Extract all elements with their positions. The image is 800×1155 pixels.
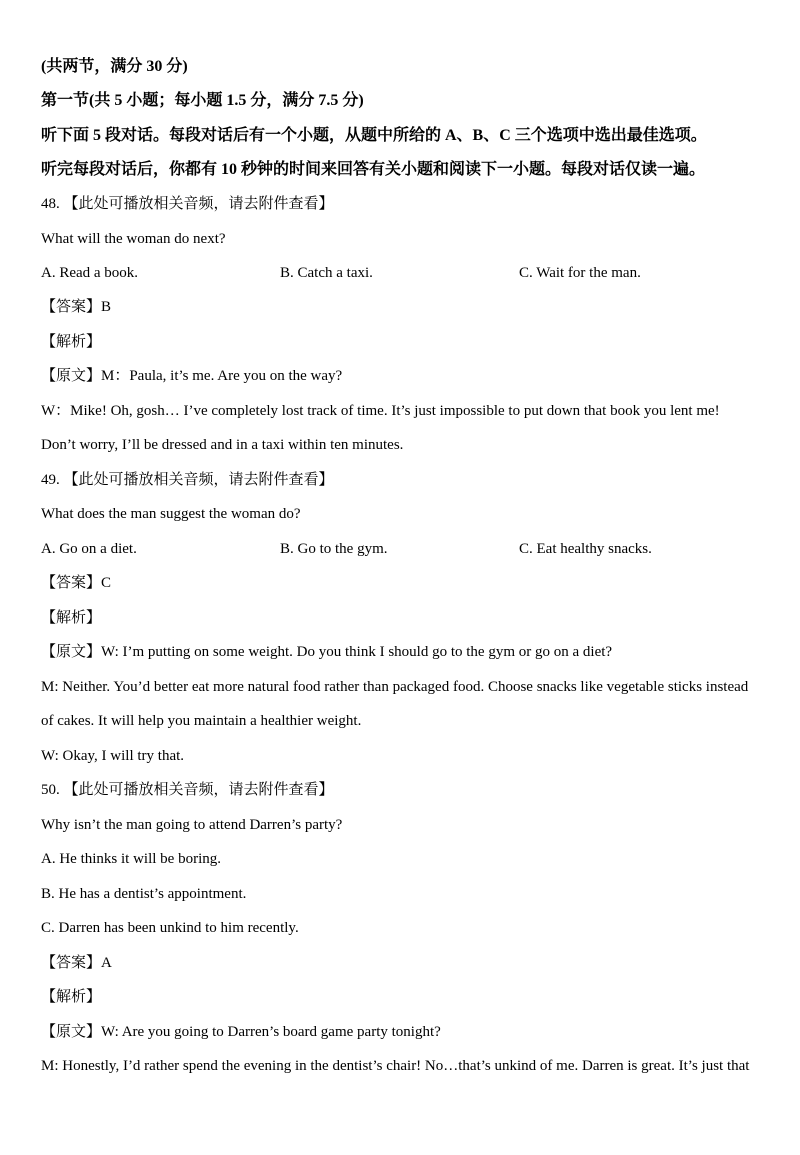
- question-48-answer: 【答案】B: [41, 299, 112, 315]
- part-title: (共两节，满分 30 分): [41, 58, 188, 75]
- question-49-option-c: C. Eat healthy snacks.: [519, 541, 652, 557]
- instructions-line-1: 听下面 5 段对话。每段对话后有一个小题，从题中所给的 A、B、C 三个选项中选出最佳选项。: [41, 127, 707, 144]
- question-49-option-b: B. Go to the gym.: [280, 541, 388, 557]
- question-48-option-b: B. Catch a taxi.: [280, 265, 373, 281]
- question-48-text: What will the woman do next?: [41, 231, 226, 247]
- question-49-answer: 【答案】C: [41, 575, 112, 591]
- question-49-header[interactable]: 49. 【此处可播放相关音频，请去附件查看】: [41, 472, 334, 488]
- question-50-text: Why isn’t the man going to attend Darren’s party?: [41, 817, 343, 833]
- question-50-transcript-2: M: Honestly, I’d rather spend the evening in the dentist’s chair! No…that’s unkind of me. Darren is great. It’s just that: [41, 1058, 750, 1074]
- instructions-line-2: 听完每段对话后，你都有 10 秒钟的时间来回答有关小题和阅读下一小题。每段对话仅读一遍。: [41, 161, 706, 178]
- question-48-transcript-2: W：Mike! Oh, gosh… I’ve completely lost track of time. It’s just impossible to put down that book you lent me!: [41, 403, 720, 419]
- section-title: 第一节(共 5 小题；每小题 1.5 分，满分 7.5 分): [41, 92, 364, 109]
- question-49-option-a: A. Go on a diet.: [41, 541, 137, 557]
- question-48-option-a: A. Read a book.: [41, 265, 139, 281]
- question-50-answer: 【答案】A: [41, 955, 112, 971]
- question-48-header[interactable]: 48. 【此处可播放相关音频，请去附件查看】: [41, 196, 334, 212]
- question-49-transcript-1: 【原文】W: I’m putting on some weight. Do you think I should go to the gym or go on a diet?: [41, 644, 613, 660]
- question-49-analysis: 【解析】: [41, 610, 102, 626]
- question-48-analysis: 【解析】: [41, 334, 102, 350]
- question-50-option-c: C. Darren has been unkind to him recently.: [41, 920, 299, 936]
- question-50-option-b: B. He has a dentist’s appointment.: [41, 886, 247, 902]
- question-48-option-c: C. Wait for the man.: [519, 265, 641, 281]
- question-49-transcript-3: of cakes. It will help you maintain a healthier weight.: [41, 713, 362, 729]
- question-49-transcript-2: M: Neither. You’d better eat more natural food rather than packaged food. Choose snacks like vegetable sticks instead: [41, 679, 749, 695]
- question-50-option-a: A. He thinks it will be boring.: [41, 851, 221, 867]
- question-49-transcript-4: W: Okay, I will try that.: [41, 748, 185, 764]
- question-48-transcript-3: Don’t worry, I’ll be dressed and in a taxi within ten minutes.: [41, 437, 404, 453]
- question-50-transcript-1: 【原文】W: Are you going to Darren’s board game party tonight?: [41, 1024, 441, 1040]
- question-50-header[interactable]: 50. 【此处可播放相关音频，请去附件查看】: [41, 782, 334, 798]
- question-50-analysis: 【解析】: [41, 989, 102, 1005]
- question-49-text: What does the man suggest the woman do?: [41, 506, 301, 522]
- question-48-transcript-1: 【原文】M：Paula, it’s me. Are you on the way?: [41, 368, 343, 384]
